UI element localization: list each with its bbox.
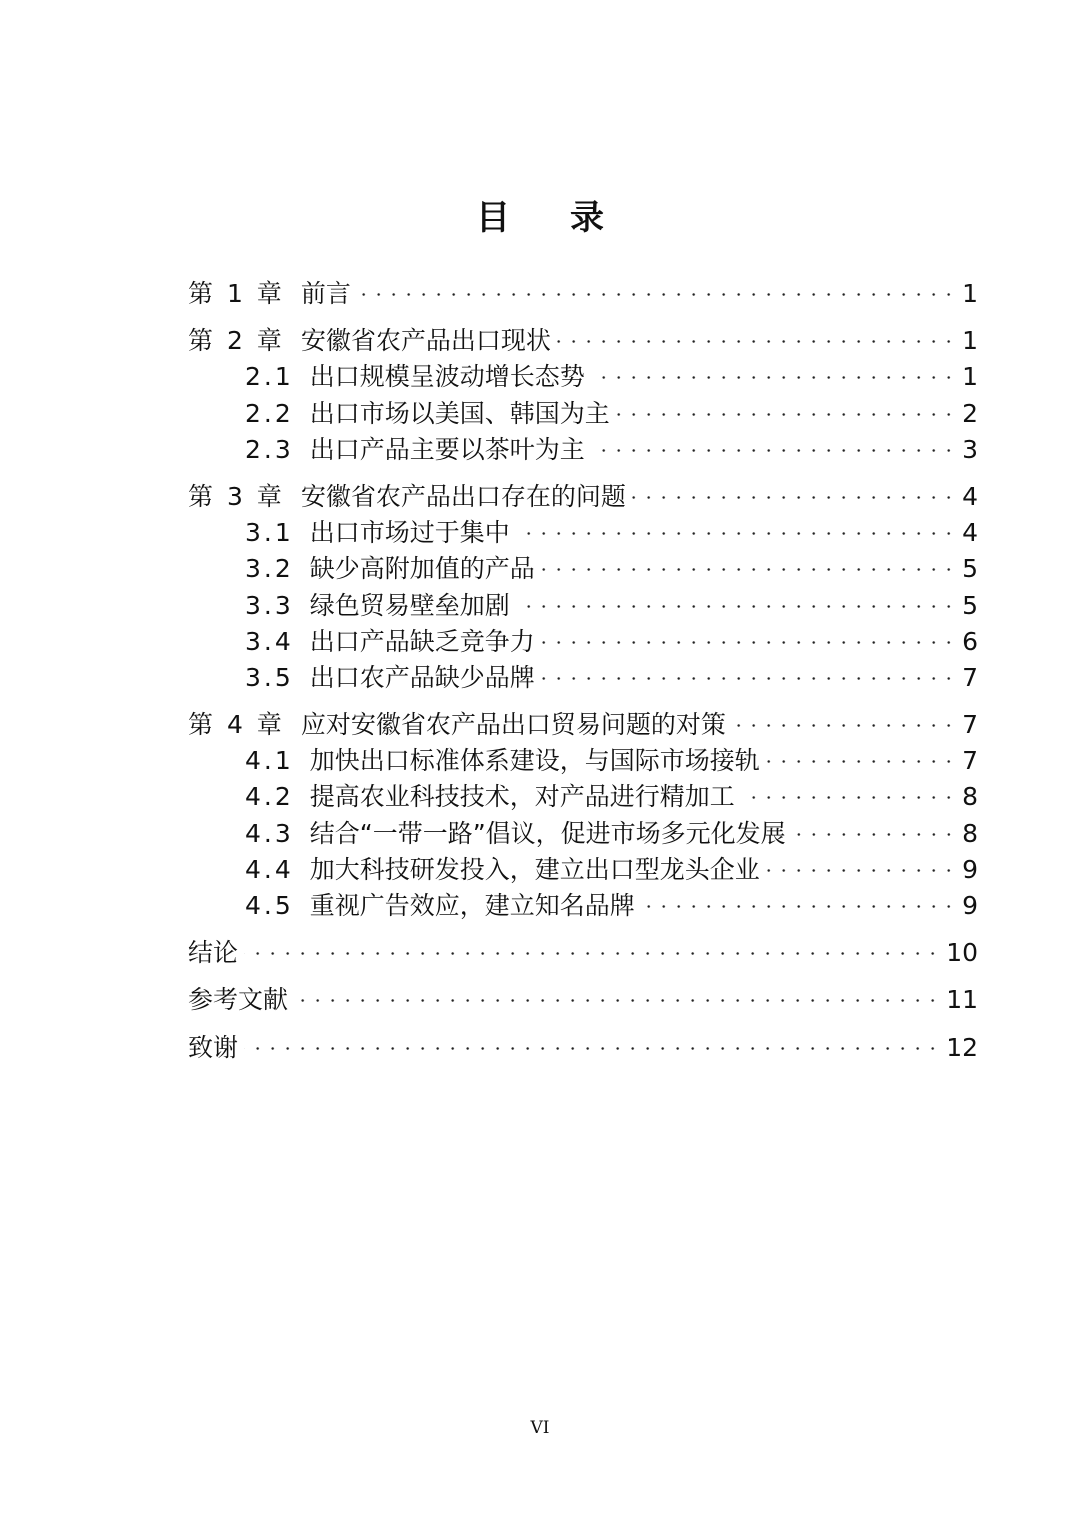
- toc-entry-number: 4.5: [245, 891, 294, 920]
- toc-entry-chapter-3[interactable]: [188, 475, 978, 511]
- toc-entry-number: 4.3: [245, 818, 294, 848]
- toc-entry-acknowledgements[interactable]: [188, 1026, 978, 1062]
- toc-entry-label: [188, 276, 351, 312]
- toc-entry-page: 11: [946, 985, 978, 1015]
- dot-leader: [244, 931, 940, 961]
- toc-entry-references[interactable]: [188, 978, 978, 1014]
- toc-entry-number: 3.1: [245, 518, 294, 548]
- toc-entry-title: 出口产品缺乏竞争力: [309, 626, 535, 656]
- toc-entry-page: 10: [946, 938, 978, 968]
- toc-entry-label: [245, 743, 760, 779]
- toc-entry-section-3-2[interactable]: [188, 547, 978, 583]
- toc-entry-section-2-2[interactable]: [188, 392, 978, 428]
- toc-entry-title: 提高农业科技技术，对产品进行精加工: [309, 782, 735, 812]
- toc-entry-page: 4: [962, 518, 978, 548]
- toc-entry-number: 2.2: [245, 398, 294, 428]
- toc-entry-title: 前言: [300, 279, 351, 308]
- dot-leader: [741, 775, 956, 805]
- toc-entry-section-3-3[interactable]: [188, 584, 978, 620]
- toc-entry-label: [245, 660, 535, 696]
- toc-entry-number: 3.4: [245, 626, 294, 656]
- toc-entry-label: [245, 888, 635, 924]
- toc-entry-title: 出口市场过于集中: [309, 518, 510, 548]
- toc-entry-title: 安徽省农产品出口存在的问题: [300, 481, 626, 511]
- toc-entry-page: 2: [962, 398, 978, 428]
- toc-entry-page: 9: [962, 854, 978, 884]
- toc-entry-number: 4.1: [245, 746, 294, 776]
- toc-entry-page: 1: [962, 279, 978, 308]
- toc-entry-label: [245, 359, 585, 395]
- toc-entry-number: 第 4 章: [188, 710, 285, 740]
- toc-entry-section-4-3[interactable]: [188, 812, 978, 848]
- toc-entry-label: [245, 588, 510, 624]
- toc-entry-label: [245, 852, 760, 888]
- toc-entry-title: 结合“一带一路”倡议，促进市场多元化发展: [309, 818, 786, 848]
- toc-entry-title: 出口市场以美国、韩国为主: [309, 398, 610, 428]
- toc-entry-title: 参考文献: [188, 985, 289, 1015]
- toc-entry-title: 安徽省农产品出口现状: [300, 326, 551, 356]
- toc-entry-page: 7: [962, 662, 978, 692]
- toc-entry-label: [245, 432, 585, 468]
- toc-entry-title: 出口农产品缺少品牌: [309, 662, 535, 692]
- toc-entry-label: [188, 707, 726, 743]
- dot-leader: [632, 475, 956, 505]
- toc-entry-number: 4.2: [245, 782, 294, 812]
- toc-entry-title: 出口规模呈波动增长态势: [309, 362, 585, 392]
- toc-entry-label: [245, 779, 735, 815]
- toc-entry-section-4-4[interactable]: [188, 848, 978, 884]
- toc-entry-title: 应对安徽省农产品出口贸易问题的对策: [300, 710, 726, 740]
- toc-entry-title: 重视广告效应，建立知名品牌: [309, 891, 635, 920]
- toc-entry-number: 3.3: [245, 590, 294, 620]
- toc-entry-page: 1: [962, 326, 978, 356]
- toc-entry-number: 4.4: [245, 854, 294, 884]
- toc-entry-title: 加大科技研发投入，建立出口型龙头企业: [309, 854, 760, 884]
- toc-entry-label: [188, 479, 626, 515]
- toc-entry-page: 7: [962, 746, 978, 776]
- toc-entry-section-3-5[interactable]: [188, 656, 978, 692]
- toc-entry-section-3-1[interactable]: [188, 511, 978, 547]
- toc-entry-label: [245, 396, 610, 432]
- dot-leader: [516, 511, 956, 541]
- toc-entry-page: 5: [962, 554, 978, 584]
- toc-entry-section-2-3[interactable]: [188, 428, 978, 464]
- toc-entry-number: 第 2 章: [188, 326, 285, 356]
- toc-entry-label: [188, 323, 551, 359]
- dot-leader: [541, 656, 956, 686]
- dot-leader: [616, 392, 956, 422]
- dot-leader: [792, 812, 956, 842]
- toc-entry-section-4-2[interactable]: [188, 775, 978, 811]
- dot-leader: [766, 848, 956, 878]
- toc-entry-section-4-5[interactable]: [188, 884, 978, 920]
- dot-leader: [357, 272, 956, 302]
- toc-entry-conclusion[interactable]: [188, 931, 978, 967]
- toc-entry-number: 3.2: [245, 554, 294, 584]
- toc-entry-chapter-1[interactable]: [188, 272, 978, 308]
- title-char-1: 目: [476, 198, 510, 238]
- dot-leader: [516, 584, 956, 614]
- dot-leader: [591, 355, 956, 385]
- toc-entry-page: 9: [962, 891, 978, 920]
- dot-leader: [541, 547, 956, 577]
- toc-entry-title: 缺少高附加值的产品: [309, 554, 535, 584]
- toc-entry-number: 第 1 章: [188, 279, 285, 308]
- toc-entry-section-3-4[interactable]: [188, 620, 978, 656]
- title-char-2: 录: [570, 198, 604, 238]
- toc-entry-number: 2.1: [245, 362, 294, 392]
- toc-entry-page: 8: [962, 818, 978, 848]
- page-number: VI: [530, 1418, 550, 1438]
- toc-entry-number: 3.5: [245, 662, 294, 692]
- table-of-contents: [188, 272, 978, 1062]
- toc-entry-title: 绿色贸易壁垒加剧: [309, 590, 510, 620]
- toc-entry-label: [245, 624, 535, 660]
- toc-entry-label: [245, 816, 786, 852]
- toc-entry-page: 4: [962, 481, 978, 511]
- toc-entry-page: 1: [962, 362, 978, 392]
- toc-entry-title: 致谢: [188, 1032, 239, 1062]
- toc-entry-section-2-1[interactable]: [188, 355, 978, 391]
- toc-entry-section-4-1[interactable]: [188, 739, 978, 775]
- toc-entry-page: 7: [962, 710, 978, 740]
- toc-entry-page: 3: [962, 434, 978, 464]
- dot-leader: [641, 884, 956, 914]
- toc-entry-title: 出口产品主要以茶叶为主: [309, 434, 585, 464]
- toc-entry-page: 8: [962, 782, 978, 812]
- toc-entry-chapter-4[interactable]: [188, 703, 978, 739]
- dot-leader: [244, 1026, 940, 1056]
- toc-entry-page: 6: [962, 626, 978, 656]
- dot-leader: [541, 620, 956, 650]
- toc-entry-label: [245, 551, 535, 587]
- dot-leader: [591, 428, 956, 458]
- toc-entry-number: 2.3: [245, 434, 294, 464]
- dot-leader: [732, 703, 956, 733]
- dot-leader: [766, 739, 956, 769]
- toc-entry-chapter-2[interactable]: [188, 319, 978, 355]
- toc-entry-number: 第 3 章: [188, 481, 285, 511]
- toc-entry-title: 加快出口标准体系建设，与国际市场接轨: [309, 746, 760, 776]
- toc-entry-page: 5: [962, 590, 978, 620]
- dot-leader: [557, 319, 956, 349]
- toc-entry-page: 12: [946, 1032, 978, 1062]
- dot-leader: [294, 978, 940, 1008]
- page-title: [0, 190, 1080, 239]
- toc-entry-title: 结论: [188, 938, 239, 968]
- toc-entry-label: [245, 515, 510, 551]
